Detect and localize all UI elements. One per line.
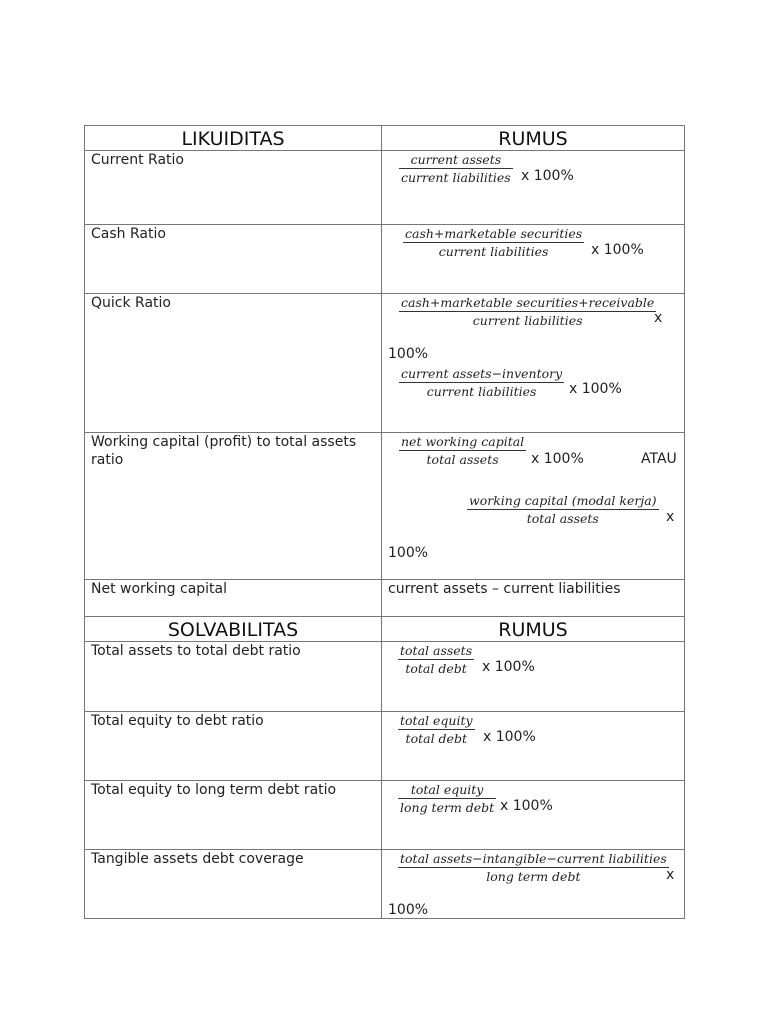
multiplier-text: x 100% bbox=[483, 729, 536, 745]
formula-fraction bbox=[398, 712, 475, 747]
ratio-label: Total equity to debt ratio bbox=[91, 713, 264, 729]
formula-fraction bbox=[399, 294, 656, 329]
table-row bbox=[84, 224, 685, 294]
formula-fraction bbox=[398, 642, 474, 677]
fraction-numerator: current assets−inventory bbox=[401, 366, 563, 381]
formula-text: current assets – current liabilities bbox=[388, 581, 621, 597]
multiplier-text: x 100% bbox=[521, 168, 574, 184]
table-row bbox=[84, 293, 685, 433]
multiplier-x: x bbox=[666, 509, 675, 525]
table-row bbox=[84, 641, 685, 712]
multiplier-text: x 100% bbox=[569, 381, 622, 397]
fraction-denominator: long term debt bbox=[486, 869, 581, 884]
solvency-header-row bbox=[84, 616, 685, 642]
multiplier-text: x 100% bbox=[500, 798, 553, 814]
table-row bbox=[84, 849, 685, 919]
ratio-label: Cash Ratio bbox=[91, 226, 166, 242]
fraction-numerator: cash+marketable securities bbox=[405, 226, 583, 241]
fraction-denominator: current liabilities bbox=[401, 170, 511, 185]
multiplier-x: x bbox=[654, 310, 663, 326]
multiplier-text: x 100% bbox=[482, 659, 535, 675]
solvency-header: SOLVABILITAS bbox=[167, 619, 299, 641]
formula-fraction bbox=[399, 365, 564, 400]
formula-header: RUMUS bbox=[498, 619, 568, 641]
table-row bbox=[84, 432, 685, 580]
ratio-table bbox=[84, 125, 685, 919]
formula-fraction bbox=[398, 850, 669, 885]
fraction-denominator: long term debt bbox=[400, 800, 495, 815]
percent-text: 100% bbox=[388, 902, 429, 918]
formula-fraction bbox=[399, 433, 526, 468]
fraction-denominator: current liabilities bbox=[438, 244, 549, 259]
multiplier-text: x 100% bbox=[531, 451, 584, 467]
fraction-numerator: total equity bbox=[400, 713, 473, 728]
multiplier-x: x bbox=[666, 867, 675, 883]
ratio-label: Working capital (profit) to total assets ratio bbox=[91, 434, 357, 468]
ratio-label: Net working capital bbox=[91, 581, 228, 597]
fraction-numerator: total equity bbox=[398, 781, 496, 799]
fraction-denominator: total assets bbox=[426, 452, 499, 467]
table-row bbox=[84, 711, 685, 781]
table-row bbox=[84, 780, 685, 850]
fraction-denominator: total assets bbox=[526, 511, 599, 526]
fraction-numerator: total assets−intangible−current liabilities bbox=[400, 851, 667, 866]
formula-fraction bbox=[398, 781, 496, 816]
formula-fraction bbox=[467, 492, 659, 527]
percent-text: 100% bbox=[388, 545, 429, 561]
ratio-label: Quick Ratio bbox=[91, 295, 171, 311]
liquidity-header: LIKUIDITAS bbox=[181, 128, 285, 150]
liquidity-header-row bbox=[84, 125, 685, 151]
ratio-label: Tangible assets debt coverage bbox=[91, 851, 304, 867]
formula-fraction bbox=[399, 151, 513, 186]
fraction-denominator: total debt bbox=[405, 731, 467, 746]
percent-text: 100% bbox=[388, 346, 429, 362]
fraction-denominator: total debt bbox=[405, 661, 467, 676]
ratio-label: Current Ratio bbox=[91, 152, 184, 168]
fraction-numerator: current assets bbox=[399, 151, 513, 169]
fraction-denominator: current liabilities bbox=[426, 384, 537, 399]
formula-fraction bbox=[403, 225, 584, 260]
table-row bbox=[84, 579, 685, 617]
multiplier-text: x 100% bbox=[591, 242, 644, 258]
or-text: ATAU bbox=[641, 451, 677, 467]
fraction-numerator: total assets bbox=[400, 643, 473, 658]
fraction-denominator: current liabilities bbox=[472, 313, 583, 328]
ratio-label: Total equity to long term debt ratio bbox=[91, 782, 337, 798]
fraction-numerator: cash+marketable securities+receivable bbox=[401, 295, 655, 310]
fraction-numerator: net working capital bbox=[401, 434, 525, 449]
ratio-label: Total assets to total debt ratio bbox=[91, 643, 301, 659]
formula-header: RUMUS bbox=[498, 128, 568, 150]
table-row bbox=[84, 150, 685, 225]
fraction-numerator: working capital (modal kerja) bbox=[469, 493, 657, 508]
